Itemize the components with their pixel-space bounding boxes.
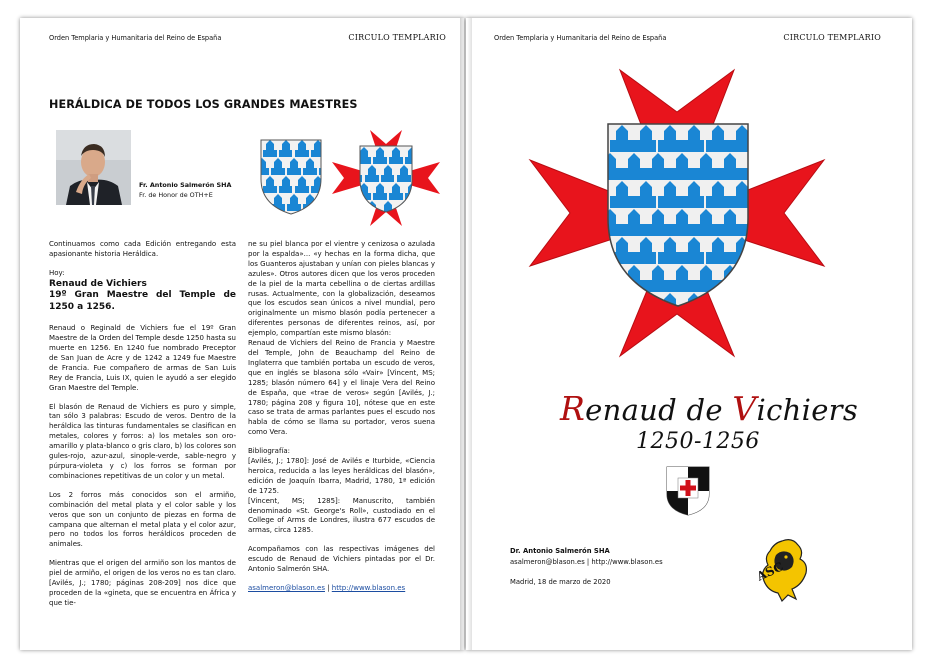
closing-paragraph: Acompañamos con las respectivas imágenes del escudo de Renaud de Vichiers pintadas por el Dr. Antonio Salmerón SHA.: [248, 545, 435, 574]
email-link[interactable]: asalmeron@blason.es: [248, 584, 325, 592]
hoy-label: Hoy:: [49, 268, 65, 277]
separator: |: [324, 584, 332, 592]
name-capital-v: V: [732, 389, 757, 428]
templar-cross-shield-icon: [330, 128, 442, 232]
header-section: CIRCULO TEMPLARIO: [348, 33, 446, 42]
header-publisher: Orden Templaria y Humanitaria del Reino de España: [49, 34, 222, 42]
column-1: [49, 240, 236, 618]
paragraph: Mientras que el origen del armiño son los mantos de piel de armiño, el origen de los veros no es tan claro. [Avilés, J.; 1780; páginas 208-209] nos dice que proceden de la «gineta, que se encuentra en África y que tie-: [49, 559, 236, 607]
left-page: [20, 18, 464, 650]
signature-contact: asalmeron@blason.es | http://www.blason.es: [510, 558, 663, 566]
page-fold: [460, 18, 472, 650]
header-section: CIRCULO TEMPLARIO: [783, 33, 881, 42]
contact-line: [248, 584, 435, 594]
asc-gryphon-logo-icon: [752, 535, 812, 607]
signature-date: Madrid, 18 de marzo de 2020: [510, 578, 611, 586]
column-2: [248, 240, 435, 603]
vair-shield-icon: [260, 139, 322, 219]
intro-paragraph: Continuamos como cada Edición entregando esta apasionante historia Heráldica.: [49, 240, 236, 258]
name-capital-r: R: [560, 389, 586, 428]
logo-text: ASC: [754, 559, 786, 584]
paragraph: Renaud de Vichiers del Reino de Francia y Maestre del Temple, John de Beauchamp del Reino de Inglaterra que también portaba un escudo de veros, que en inglés se blasona sólo «Vair» [Vincent, MS; 1285; blasón número 64] y el linaje Vera del Reino de España, que «trae de veros» según [Avilés, J.; 1780; página 208 y figura 10], nótese que en este caso se trata de armas parlantes pues el escudo nos habla de cómo se llama su portador, veros suena como Vera.: [248, 339, 435, 437]
author-photo: [56, 130, 131, 205]
author-name: Fr. Antonio Salmerón SHA: [139, 181, 232, 189]
tricolor-emblem-icon: [666, 466, 710, 520]
paragraph: El blasón de Renaud de Vichiers es puro y simple, tan sólo 3 palabras: Escudo de veros. Dentro de la heráldica las tinturas fundamentales se clasifican en metales, colores y forros: a) los metales son oro-amarillo y plata-blanco o gris claro, b) los colores son gules-rojo, azur-azul, sinople-verde, sable-negro y púrpura-violeta y c) los forros se forman por combinaciones repetitivas de un color y un metal.: [49, 402, 237, 480]
author-role: Fr. de Honor de OTH+E: [139, 191, 213, 199]
header-publisher: Orden Templaria y Humanitaria del Reino de España: [494, 34, 667, 42]
tenure-dates: 1250-1256: [636, 429, 760, 454]
bibliography-entry: [Avilés, J.; 1780]: José de Avilés e Iturbide, «Ciencia heroica, reducida a las leyes heráldicas del blasón», edición de Joaquín Ibarra, Madrid, 1780, 1ª edición de 1725.: [248, 457, 435, 495]
subject-title: 19º Gran Maestre del Temple de 1250 a 1256.: [49, 290, 236, 312]
paragraph: ne su piel blanca por el vientre y cenizosa o azulada por la espalda»... «y hechas en la forma dicha, que los Guanteros ajustaban y unían con pieles blancas y azules». Otros autores dicen que los veros proceden de la piel de la marta cebellina o de ciertas ardillas rusas. Actualmente, con la globalización, deseamos que los escudos sean únicos a nivel mundial, pero originalmente un mismo blasón podía pertenecer a diferentes personas de diferentes reinos, así, por ejemplo, compartían este mismo blasón:: [248, 240, 435, 338]
paragraph: Los 2 forros más conocidos son el armiño, combinación del metal plata y el color sable y los veros que son un conjunto de piezas en forma de campana que alternan el metal plata y el color azur, pero no todos los forros heráldicos proceden de animales.: [49, 490, 236, 549]
bibliography-title: Bibliografía:: [248, 447, 291, 456]
bibliography-entry: [Vincent, MS; 1285]: Manuscrito, también denominado «St. George's Roll», custodiado en el College of Arms de Londres, ilustra 677 escudos de armas, circa 1285.: [248, 496, 435, 535]
name-part: ichiers: [756, 393, 859, 427]
signature-name: Dr. Antonio Salmerón SHA: [510, 547, 610, 555]
article-title: HERÁLDICA DE TODOS LOS GRANDES MAESTRES: [49, 98, 358, 111]
paragraph: Renaud o Reginald de Vichiers fue el 19º Gran Maestre de la Orden del Temple desde 1250 hasta su muerte en 1256. En 1240 fue nombrado Preceptor de San Juan de Acre y de 1242 a 1249 fue Maestre de Francia. Fue compañero de armas de San Luis Rey de Francia, Luis IX, quien le ayudó a ser elegido Gran Maestre del Temple.: [49, 324, 236, 392]
subject-calligraphy-name: [560, 389, 858, 428]
name-part: enaud de: [585, 393, 733, 427]
website-link[interactable]: http://www.blason.es: [331, 584, 406, 592]
subject-name: Renaud de Vichiers: [49, 278, 147, 289]
coat-of-arms-icon: [512, 68, 842, 362]
